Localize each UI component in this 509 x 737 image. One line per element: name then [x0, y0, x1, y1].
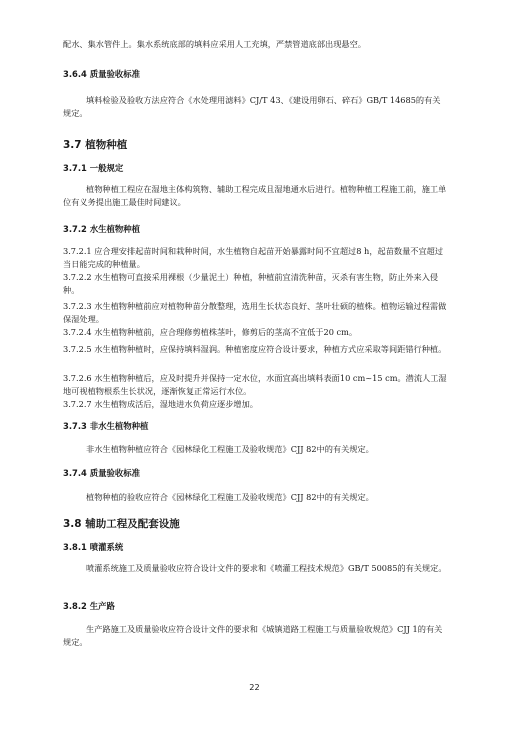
heading-3-7-3: 3.7.3 非水生植物种植: [63, 421, 149, 431]
paragraph-3-7-4: 植物种植的验收应符合《园林绿化工程施工及验收规范》CJJ 82中的有关规定。: [86, 492, 374, 502]
paragraph-backfill: 配水、集水管件上。集水系统底部的填料应采用人工充填，严禁管道底部出现悬空。: [63, 39, 366, 49]
clause-3-7-2-4: 3.7.2.4 水生植物种植前，应合理修剪植株茎叶，修剪后的茎高不宜低于20 cm。: [63, 327, 358, 337]
heading-3-7-2: 3.7.2 水生植物种植: [63, 224, 141, 234]
clause-3-7-2-3: 3.7.2.3 水生植物种植前应对植物种苗分散整理，选用生长状态良好、茎叶壮硕的植株。植物运输过程需做保湿处理。: [63, 301, 447, 325]
paragraph-3-7-1: 植物种植工程应在湿地主体构筑物、辅助工程完成且湿地通水后进行。植物种植工程施工前，施工单位有义务提出施工最佳时间建议。: [63, 184, 447, 208]
paragraph-3-8-2: 生产路施工及质量验收应符合设计文件的要求和《城镇道路工程施工与质量验收规范》CJJ 1的有关规定。: [63, 624, 443, 648]
heading-3-7: 3.7 植物种植: [63, 139, 128, 151]
heading-3-6-4: 3.6.4 质量验收标准: [63, 69, 141, 79]
paragraph-3-7-3: 非水生植物种植应符合《园林绿化工程施工及验收规范》CJJ 82中的有关规定。: [86, 444, 374, 454]
heading-3-8-2: 3.8.2 生产路: [63, 601, 115, 611]
clause-3-7-2-6: 3.7.2.6 水生植物种植后，应及时提升并保持一定水位，水面宜高出填料表面10 cm~15 cm。潜流人工湿地可视植物根系生长状况，逐渐恢复正常运行水位。: [63, 373, 447, 397]
heading-3-7-1: 3.7.1 一般规定: [63, 163, 124, 173]
clause-3-7-2-5: 3.7.2.5 水生植物种植时，应保持填料湿润。种植密度应符合设计要求，种植方式应采取等间距错行种植。: [63, 344, 447, 354]
clause-3-7-2-1: 3.7.2.1 应合理安排起苗时间和栽种时间，水生植物自起苗开始暴露时间不宜超过8 h，起苗数量不宜超过当日能完成的种植量。: [63, 246, 444, 270]
paragraph-3-8-1: 喷灌系统施工及质量验收应符合设计文件的要求和《喷灌工程技术规范》GB/T 50085的有关规定。: [86, 563, 447, 573]
clause-3-7-2-2: 3.7.2.2 水生植物可直接采用裸根（少量泥土）种植，种植前宜清洗种苗，灭杀有害生物，防止外来入侵种。: [63, 272, 439, 296]
heading-3-8-1: 3.8.1 喷灌系统: [63, 542, 124, 552]
paragraph-3-6-4: 填料检验及验收方法应符合《水处理用滤料》CJ/T 43、《建设用卵石、碎石》GB/T 14685的有关规定。: [63, 95, 441, 119]
heading-3-7-4: 3.7.4 质量验收标准: [63, 468, 141, 478]
heading-3-8: 3.8 辅助工程及配套设施: [63, 518, 180, 530]
clause-3-7-2-7: 3.7.2.7 水生植物成活后，湿地进水负荷应逐步增加。: [63, 399, 258, 409]
page-number: 22: [249, 682, 260, 692]
